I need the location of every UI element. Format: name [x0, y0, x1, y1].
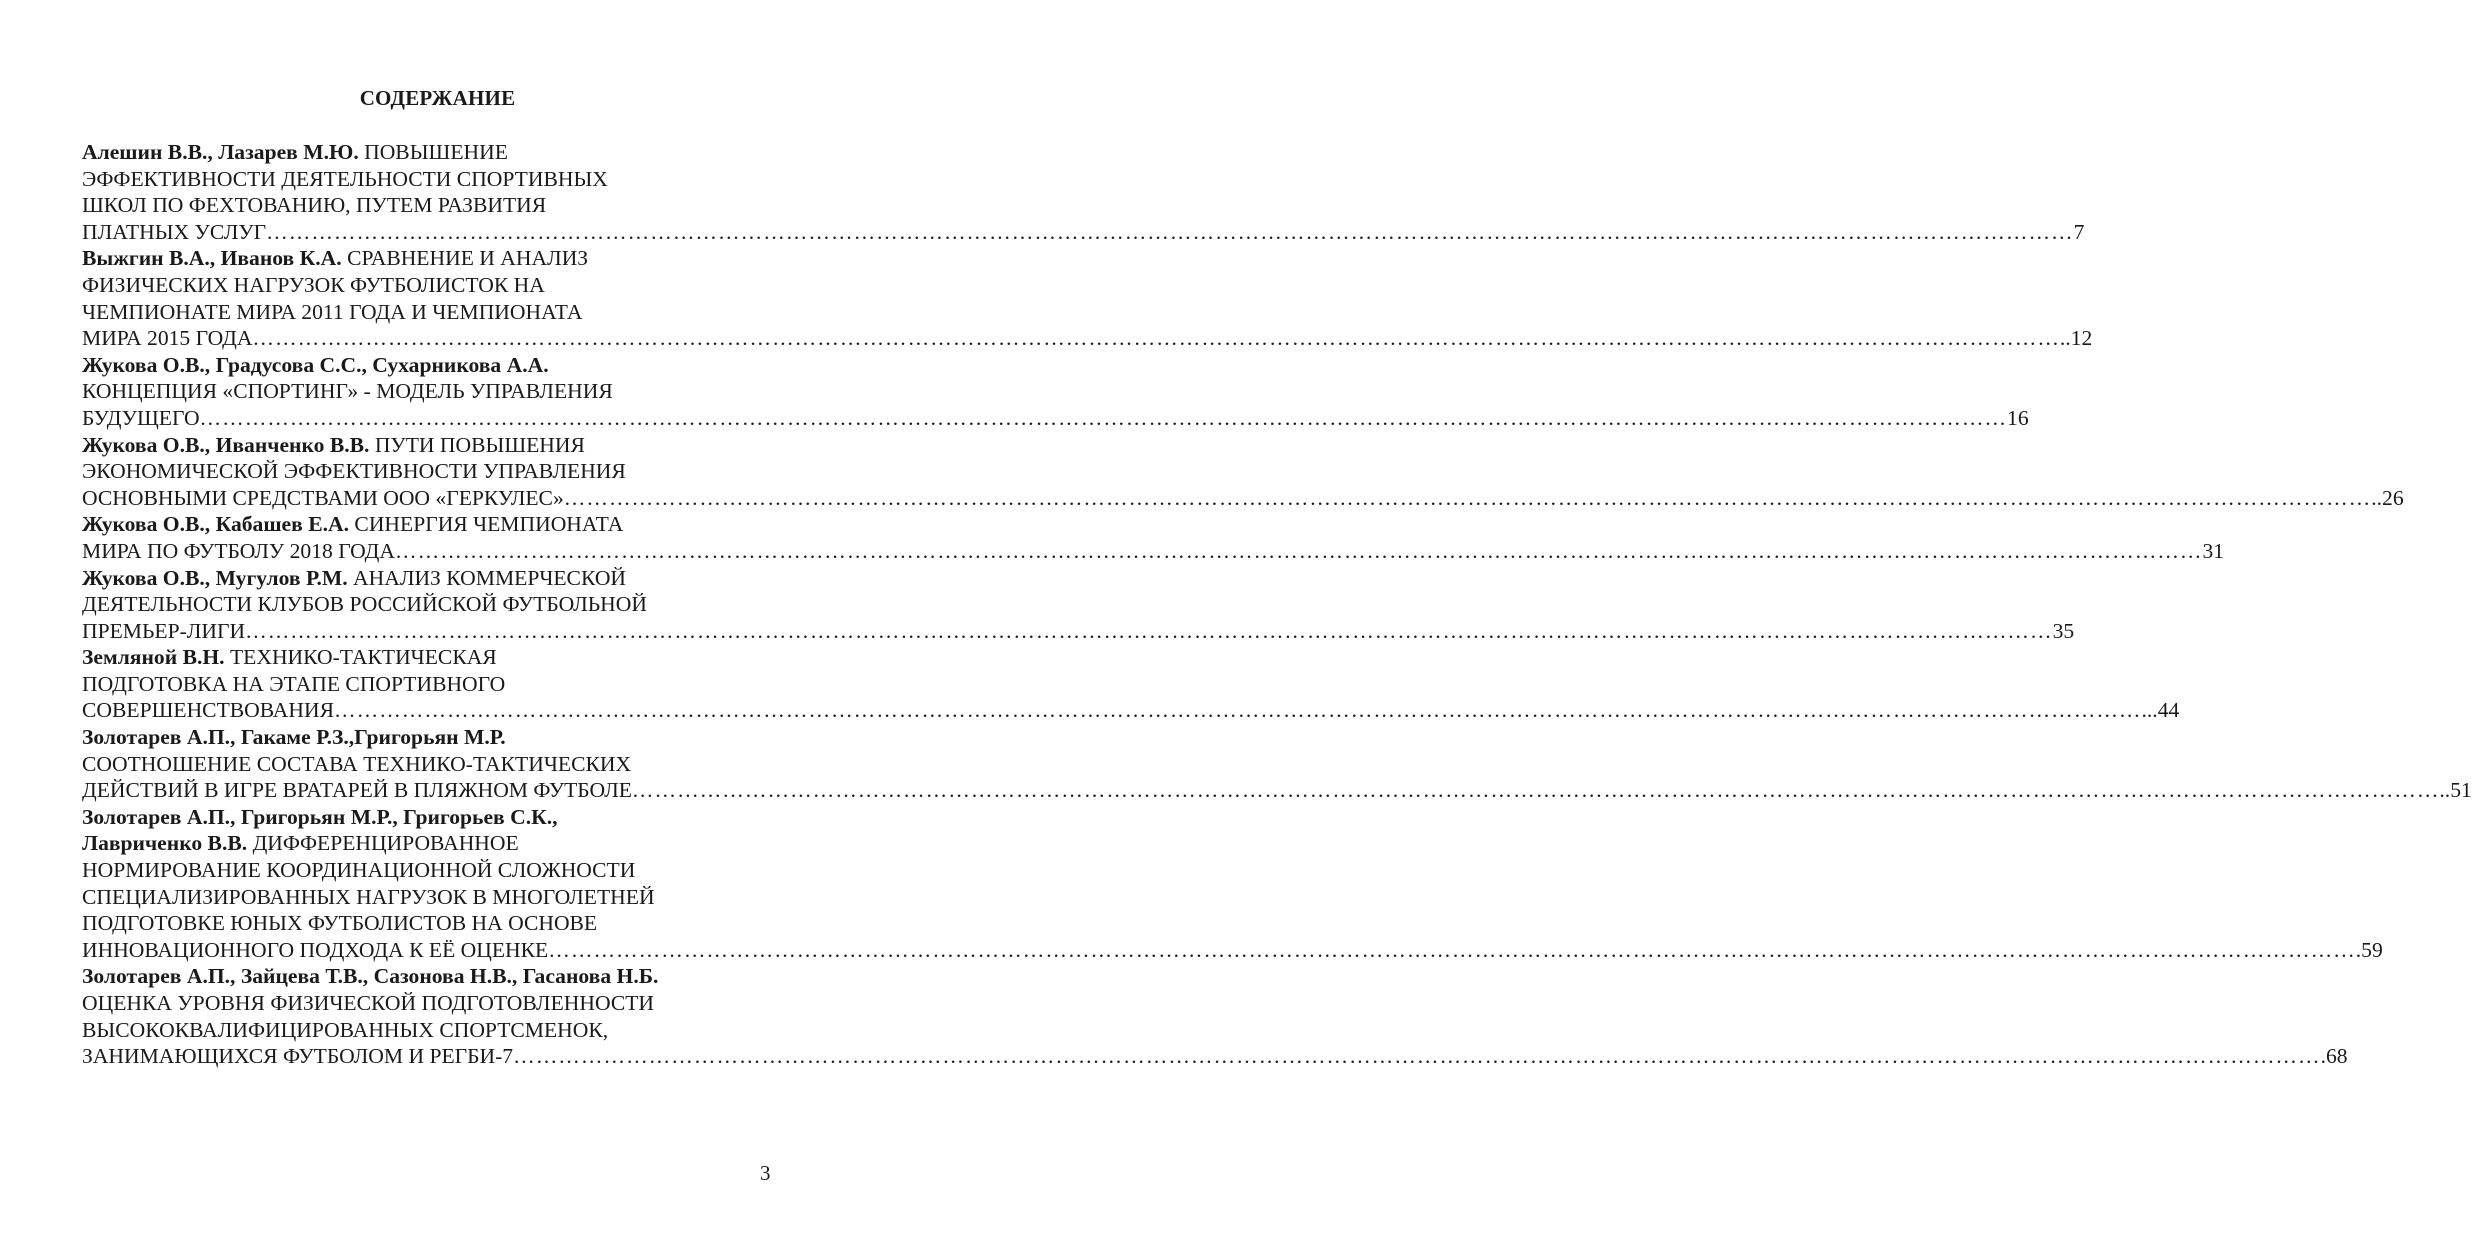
- entry-authors: Золотарев А.П., Гакаме Р.З.,Григорьян М.Р.: [82, 725, 506, 750]
- table-of-contents: [82, 139, 2472, 1070]
- entry-page-number: 7: [2073, 219, 2085, 244]
- dot-leader: ……………………………………………………………………………………………………………………………………………………………………………………………………………………: [513, 1044, 2321, 1069]
- entry-title-end: ДЕЙСТВИЙ В ИГРЕ ВРАТАРЕЙ В ПЛЯЖНОМ ФУТБОЛЕ: [82, 778, 632, 803]
- entry-title-line: НОРМИРОВАНИЕ КООРДИНАЦИОННОЙ СЛОЖНОСТИ: [82, 858, 636, 883]
- dot-leader: ……………………………………………………………………………………………………………………………………………………………………………………………………………………: [334, 698, 2142, 723]
- dot-leader: ……………………………………………………………………………………………………………………………………………………………………………………………………………………: [252, 326, 2060, 351]
- entry-page-number: 31: [2202, 538, 2225, 563]
- toc-entry: [82, 511, 2225, 564]
- toc-entry: [82, 963, 2348, 1069]
- entry-title-end: ОСНОВНЫМИ СРЕДСТВАМИ ООО «ГЕРКУЛЕС»: [82, 485, 564, 510]
- entry-title-end: ПРЕМЬЕР-ЛИГИ: [82, 618, 246, 643]
- entry-title-start: ПОВЫШЕНИЕ: [358, 140, 508, 164]
- dot-leader: ……………………………………………………………………………………………………………………………………………………………………………………………………………………: [199, 405, 2008, 430]
- dot-leader: ……………………………………………………………………………………………………………………………………………………………………………………………………………………: [266, 219, 2074, 244]
- entry-page-number: ...44: [2141, 698, 2180, 723]
- entry-title-end: ИННОВАЦИОННОГО ПОДХОДА К ЕЁ ОЦЕНКЕ: [82, 937, 549, 962]
- toc-entry: [82, 644, 2180, 724]
- entry-title-line: ПОДГОТОВКА НА ЭТАПЕ СПОРТИВНОГО: [82, 671, 506, 696]
- entry-authors: Жукова О.В., Иванченко В.В.: [82, 432, 370, 457]
- entry-authors: Земляной В.Н.: [82, 645, 225, 670]
- toc-entry: [82, 432, 2404, 512]
- entry-title-line: ШКОЛ ПО ФЕХТОВАНИЮ, ПУТЕМ РАЗВИТИЯ: [82, 193, 547, 218]
- entry-title-start: АНАЛИЗ КОММЕРЧЕСКОЙ: [347, 565, 627, 590]
- entry-title-line: ЧЕМПИОНАТЕ МИРА 2011 ГОДА И ЧЕМПИОНАТА: [82, 299, 583, 324]
- toc-entry: [82, 245, 2093, 351]
- page-number: 3: [760, 1161, 771, 1185]
- entry-authors: Лавриченко В.В.: [82, 831, 248, 856]
- entry-title-start: ДИФФЕРЕНЦИРОВАННОЕ: [247, 831, 519, 856]
- entry-title-line: СООТНОШЕНИЕ СОСТАВА ТЕХНИКО-ТАКТИЧЕСКИХ: [82, 751, 632, 776]
- entry-title-end: ЗАНИМАЮЩИХСЯ ФУТБОЛОМ И РЕГБИ-7: [82, 1044, 514, 1069]
- entry-title-end: МИРА ПО ФУТБОЛУ 2018 ГОДА: [82, 538, 395, 563]
- entry-title-line: СПЕЦИАЛИЗИРОВАННЫХ НАГРУЗОК В МНОГОЛЕТНЕЙ: [82, 884, 655, 909]
- entry-title-end: ПЛАТНЫХ УСЛУГ: [82, 219, 267, 244]
- entry-page-number: 16: [2007, 405, 2029, 430]
- entry-authors: Золотарев А.П., Зайцева Т.В., Сазонова Н.В., Гасанова Н.Б.: [82, 964, 659, 989]
- dot-leader: ……………………………………………………………………………………………………………………………………………………………………………………………………………………: [631, 778, 2440, 803]
- entry-title-line: ПОДГОТОВКЕ ЮНЫХ ФУТБОЛИСТОВ НА ОСНОВЕ: [82, 911, 598, 936]
- entry-page-number: 35: [2052, 618, 2075, 643]
- toc-entry: [82, 565, 2075, 645]
- entry-authors: Жукова О.В., Градусова С.С., Сухарникова А.А.: [82, 352, 549, 377]
- entry-authors: Жукова О.В., Мугулов Р.М.: [82, 565, 348, 590]
- entry-page-number: .68: [2320, 1044, 2348, 1069]
- entry-title-line: ОЦЕНКА УРОВНЯ ФИЗИЧЕСКОЙ ПОДГОТОВЛЕННОСТИ: [82, 991, 655, 1015]
- toc-entry: [82, 804, 2383, 964]
- entry-title-start: СИНЕРГИЯ ЧЕМПИОНАТА: [349, 512, 624, 537]
- dot-leader: ……………………………………………………………………………………………………………………………………………………………………………………………………………………: [245, 618, 2053, 643]
- entry-title-end: МИРА 2015 ГОДА: [82, 326, 253, 351]
- entry-page-number: ..51: [2439, 778, 2472, 803]
- entry-title-start: ТЕХНИКО-ТАКТИЧЕСКАЯ: [224, 645, 497, 670]
- entry-page-number: ..12: [2059, 326, 2093, 351]
- dot-leader: ……………………………………………………………………………………………………………………………………………………………………………………………………………………: [548, 937, 2356, 962]
- entry-title-line: ЭФФЕКТИВНОСТИ ДЕЯТЕЛЬНОСТИ СПОРТИВНЫХ: [82, 166, 608, 191]
- entry-title-line: ВЫСОКОКВАЛИФИЦИРОВАННЫХ СПОРТСМЕНОК,: [82, 1017, 609, 1042]
- entry-title-line: ЭКОНОМИЧЕСКОЙ ЭФФЕКТИВНОСТИ УПРАВЛЕНИЯ: [82, 459, 626, 484]
- entry-title-line: КОНЦЕПЦИЯ «СПОРТИНГ» - МОДЕЛЬ УПРАВЛЕНИЯ: [82, 379, 613, 404]
- entry-page-number: .59: [2355, 937, 2383, 962]
- entry-authors: Жукова О.В., Кабашев Е.А.: [82, 512, 350, 537]
- toc-entry: [82, 139, 2085, 245]
- toc-entry: [82, 724, 2472, 804]
- dot-leader: ……………………………………………………………………………………………………………………………………………………………………………………………………………………: [563, 485, 2372, 510]
- entry-title-line: ДЕЯТЕЛЬНОСТИ КЛУБОВ РОССИЙСКОЙ ФУТБОЛЬНОЙ: [82, 592, 647, 617]
- entry-title-end: БУДУЩЕГО: [82, 405, 200, 430]
- entry-title-line: ФИЗИЧЕСКИХ НАГРУЗОК ФУТБОЛИСТОК НА: [82, 272, 545, 297]
- entry-title-start: ПУТИ ПОВЫШЕНИЯ: [369, 432, 585, 457]
- toc-entry: [82, 352, 2029, 432]
- entry-authors: Золотарев А.П., Григорьян М.Р., Григорьев С.К.,: [82, 804, 558, 829]
- entry-authors: Выжгин В.А., Иванов К.А.: [82, 246, 342, 271]
- dot-leader: ……………………………………………………………………………………………………………………………………………………………………………………………………………………: [395, 538, 2203, 563]
- page-title: СОДЕРЖАНИЕ: [359, 86, 516, 110]
- entry-title-end: СОВЕРШЕНСТВОВАНИЯ: [82, 698, 334, 723]
- entry-authors: Алешин В.В., Лазарев М.Ю.: [82, 140, 359, 164]
- entry-title-start: СРАВНЕНИЕ И АНАЛИЗ: [341, 246, 589, 271]
- entry-page-number: ..26: [2371, 485, 2404, 510]
